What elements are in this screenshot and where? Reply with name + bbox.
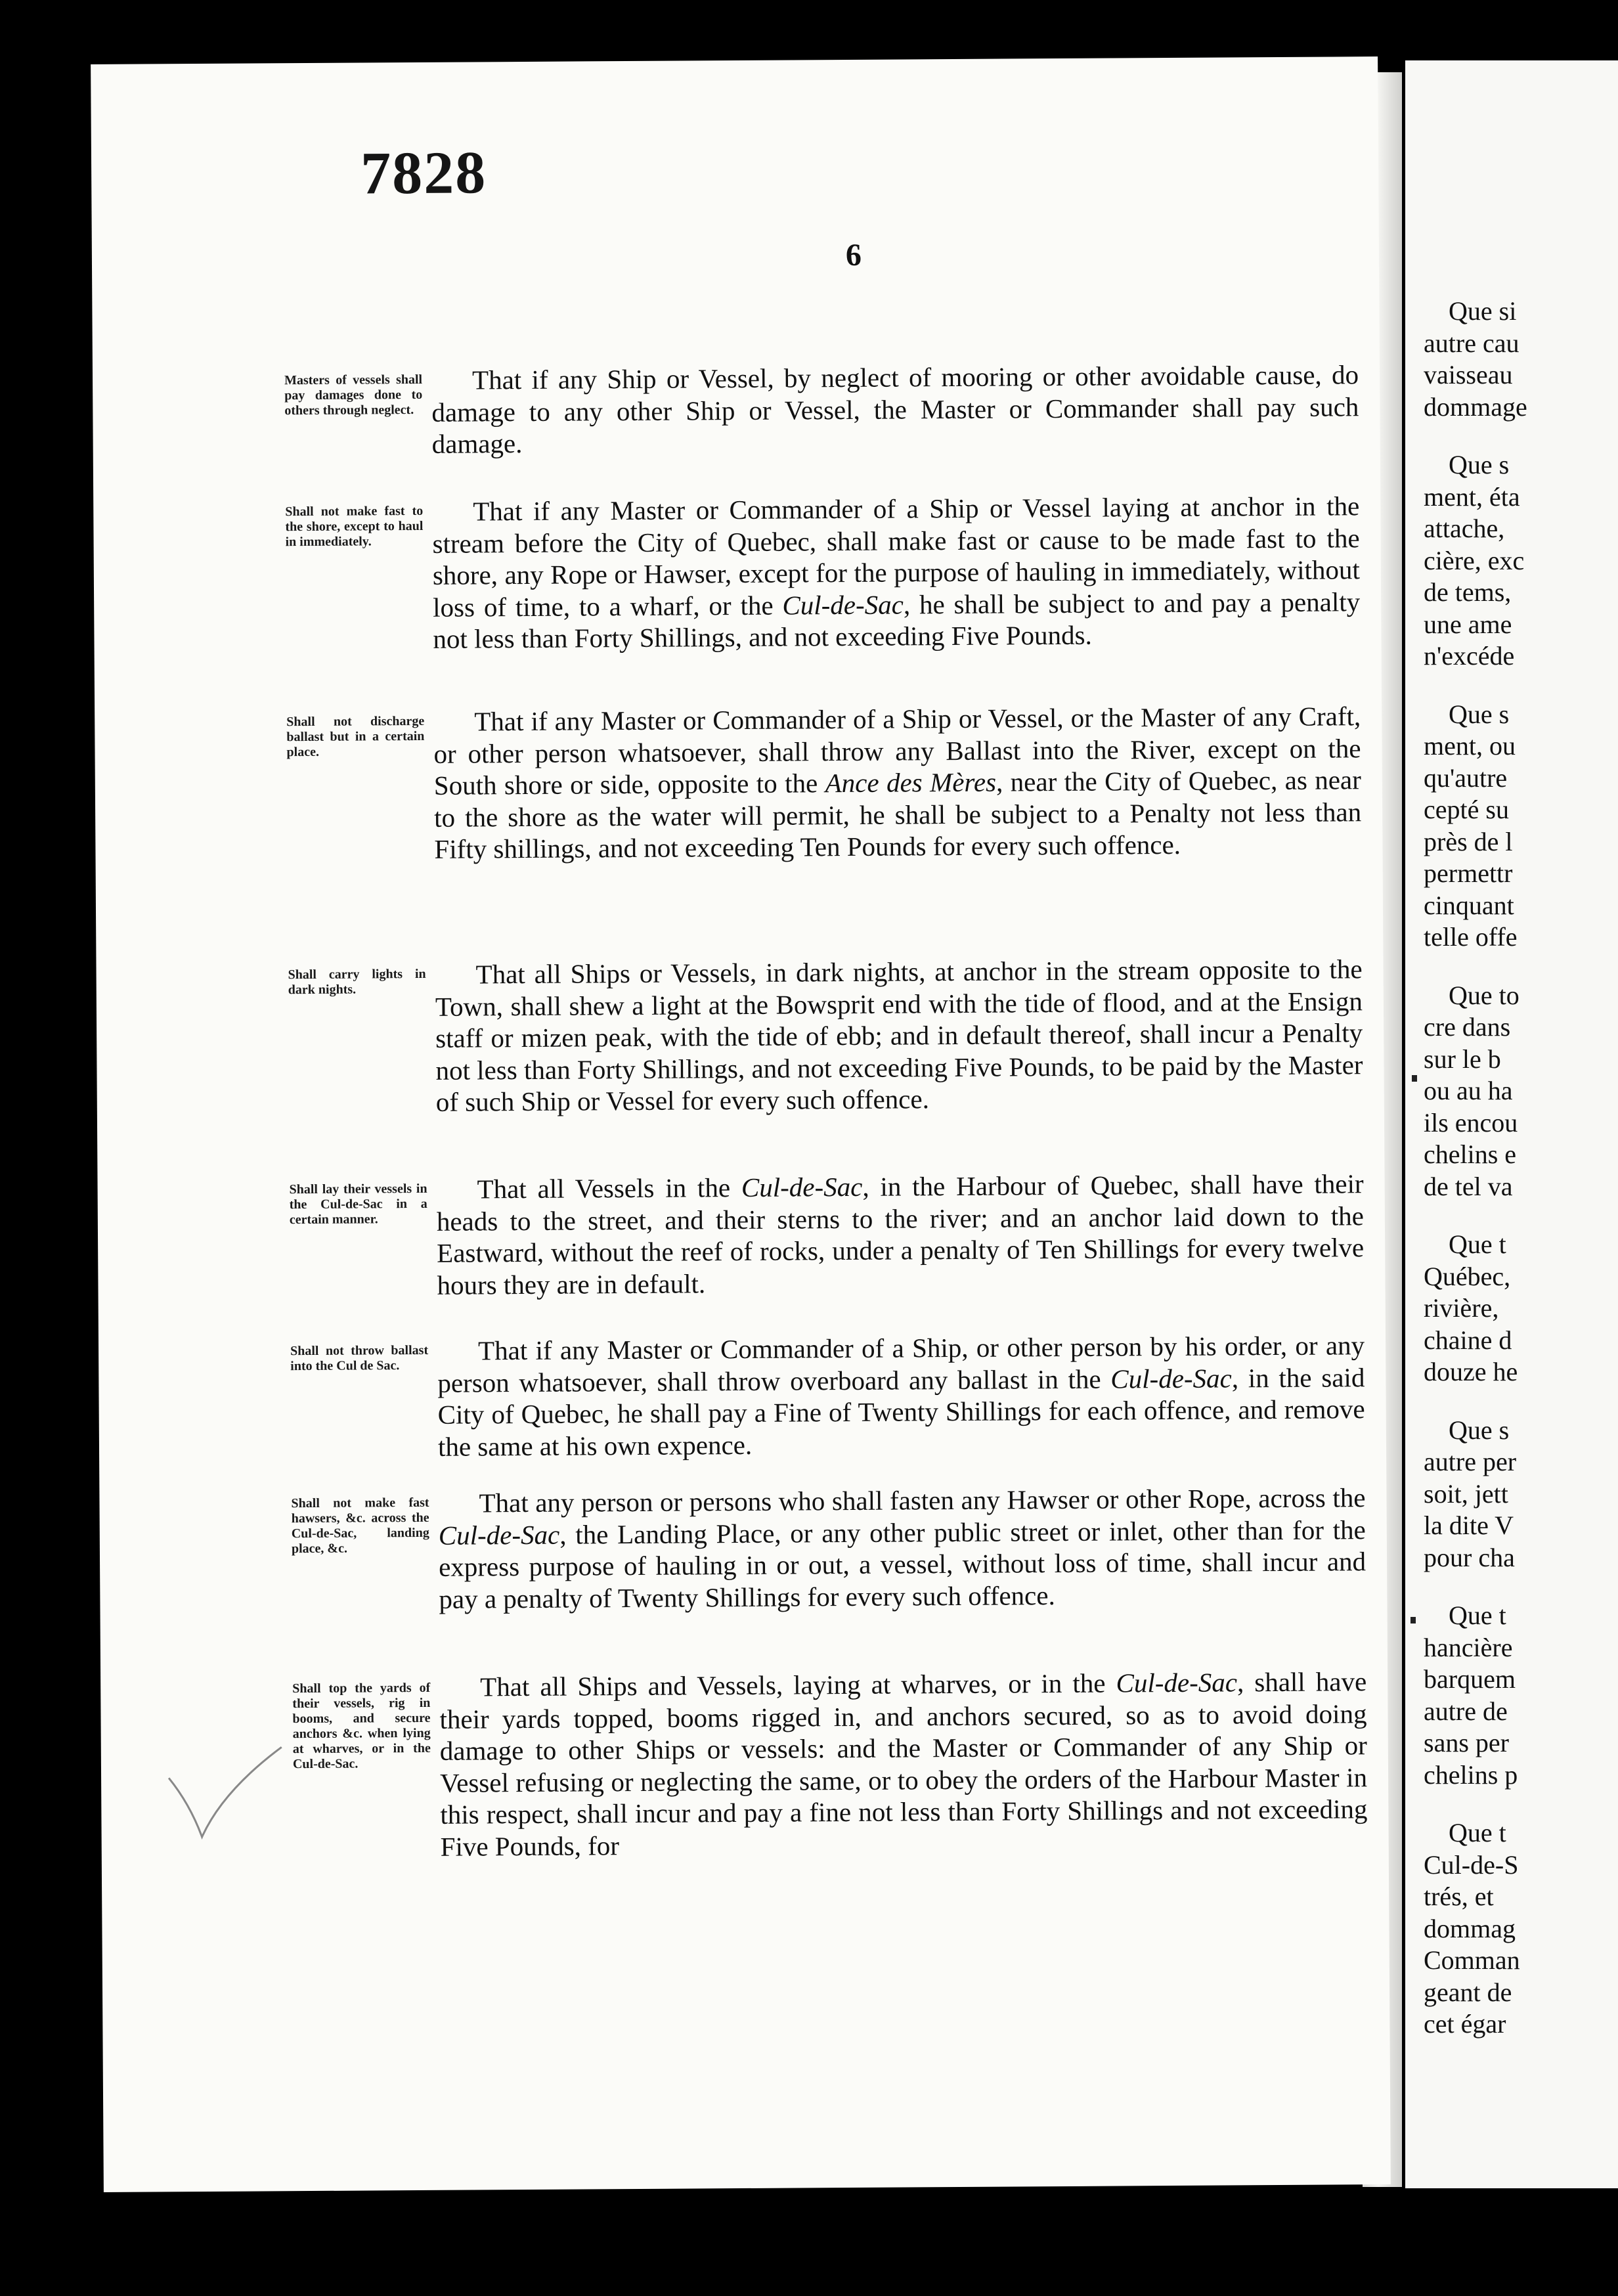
- clause-4: [96, 953, 1383, 1117]
- clause-text: [438, 1482, 1366, 1615]
- facing-page-line: Que t: [1449, 1818, 1506, 1847]
- place-name: Cul-de-Sac: [1116, 1667, 1238, 1698]
- clause-text-run: That if any Master or Commander of a Ship or Vessel laying at anchor in the stream before the City of Quebec, shall make fast or cause to be made fast to the shore, any Rope or Hawser, except for the purpose of hauling in immediately, without loss of time, to a wharf, or the: [432, 491, 1360, 623]
- facing-page-line: qu'autre: [1424, 762, 1508, 793]
- place-name: Ance des Mères: [825, 766, 997, 799]
- facing-page-line: sans per: [1424, 1728, 1509, 1757]
- facing-page-line: Cul-de-S: [1424, 1849, 1519, 1880]
- clause-text-run: , shall have their yards topped, booms rigged in, and anchors secured, so as to avoid doing damage to other Ships or vessels: and the Master or Commander of any Ship or Vessel refusing or neglecting the same, or to obey the orders of the Harbour Master in this respect, shall incur and pay a fine not less than Forty Shillings and not exceeding Five Pounds, for: [439, 1666, 1368, 1862]
- place-name: Cul-de-Sac: [1110, 1362, 1232, 1394]
- clause-6: [98, 1329, 1386, 1462]
- facing-page-line: autre de: [1424, 1696, 1508, 1726]
- facing-page-line: chaine d: [1424, 1325, 1512, 1355]
- clause-text-run: That all Ships and Vessels, laying at wharves, or in the: [480, 1667, 1116, 1702]
- facing-page-line: attache,: [1424, 514, 1505, 543]
- clause-text: [433, 700, 1361, 865]
- facing-page-line: rivière,: [1424, 1293, 1499, 1323]
- pencil-check-mark: [164, 1744, 295, 1843]
- clause-text-run: That if any Master or Commander of a Ship or Vessel, or the Master of any Craft, or other person whatsoever, shall throw any Ballast into the River, except on the South shore or side, opposite to the: [433, 701, 1361, 801]
- margin-note: Shall lay their vessels in the Cul-de-Sac in a certain manner.: [289, 1181, 427, 1227]
- facing-page-line: chelins e: [1424, 1139, 1517, 1169]
- clause-text-run: , in the said City of Quebec, he shall pay a Fine of Twenty Shillings for each offence, and remove the same at his own expence.: [437, 1361, 1365, 1462]
- facing-page-line: de tel va: [1424, 1171, 1513, 1201]
- facing-page-line: autre cau: [1424, 328, 1520, 358]
- margin-note: Masters of vessels shall pay damages done to others through neglect.: [284, 372, 423, 418]
- clause-text: [435, 953, 1363, 1118]
- paragraph-gap: [1424, 954, 1618, 980]
- facing-page: [1405, 60, 1618, 2188]
- clause-text: [436, 1168, 1364, 1301]
- paragraph-gap: [1424, 1203, 1618, 1229]
- clause-text: [431, 359, 1359, 460]
- facing-page-line: dommag: [1424, 1913, 1516, 1943]
- facing-page-line: vaisseau: [1424, 360, 1513, 389]
- margin-note: Shall top the yards of their vessels, rig in booms, and secure anchors &c. when lying at wharves, or in the Cul-de-Sac.: [292, 1680, 431, 1772]
- paragraph-gap: [1424, 1388, 1618, 1415]
- clause-7: [99, 1482, 1386, 1614]
- facing-page-line: Que s: [1449, 450, 1510, 479]
- ink-speck: [1410, 1617, 1416, 1623]
- facing-page-line: Comman: [1424, 1945, 1520, 1975]
- facing-page-line: dommage: [1424, 391, 1527, 422]
- catalog-number: 7828: [360, 139, 487, 207]
- facing-page-line: Québec,: [1424, 1261, 1511, 1291]
- facing-page-line: barquem: [1424, 1664, 1516, 1694]
- facing-page-line: geant de: [1424, 1977, 1512, 2007]
- facing-page-line: Que t: [1449, 1601, 1506, 1630]
- document-page: [91, 56, 1391, 2192]
- facing-page-text: [1424, 296, 1618, 2041]
- clause-5: [97, 1168, 1384, 1300]
- facing-page-line: cière, exc: [1424, 545, 1525, 575]
- margin-note: Shall not make fast hawsers, &c. across the Cul-de-Sac, landing place, &c.: [291, 1495, 429, 1556]
- paragraph-gap: [1424, 1574, 1618, 1600]
- facing-page-line: de tems,: [1424, 577, 1512, 607]
- clause-text: [432, 490, 1360, 655]
- place-name: Cul-de-Sac: [438, 1519, 560, 1551]
- clause-text-run: , the Landing Place, or any other public street or inlet, other than for the express purpose of hauling in or out, a vessel, without loss of time, shall incur and pay a penalty of Twenty Shillings for every such offence.: [438, 1514, 1367, 1614]
- facing-page-line: Que s: [1449, 699, 1510, 729]
- clause-2: [93, 490, 1380, 654]
- facing-page-line: Que t: [1449, 1229, 1506, 1259]
- facing-page-line: hancière: [1424, 1632, 1513, 1662]
- facing-page-line: trés, et: [1424, 1882, 1494, 1911]
- margin-note: Shall carry lights in dark nights.: [288, 966, 426, 998]
- facing-page-line: autre per: [1424, 1447, 1517, 1476]
- place-name: Cul-de-Sac: [782, 588, 904, 621]
- facing-page-line: Que s: [1449, 1415, 1510, 1445]
- clause-text-run: , near the City of Quebec, as near to the shore as the water will permit, he shall be subject to a Penalty not less than Fifty shillings, and not exceeding Ten Pounds for every such offence.: [433, 764, 1362, 864]
- facing-page-line: la dite V: [1424, 1511, 1514, 1540]
- clause-text-run: That if any Master or Commander of a Ship, or other person by his order, or any person whatsoever, shall throw overboard any ballast in the: [437, 1330, 1365, 1398]
- clause-text: [439, 1666, 1368, 1863]
- facing-page-line: sur le b: [1424, 1044, 1501, 1074]
- margin-note: Shall not make fast to the shore, except to haul in immediately.: [285, 503, 424, 550]
- clause-text: [437, 1329, 1365, 1463]
- facing-page-line: ils encou: [1424, 1107, 1518, 1137]
- facing-page-line: Que si: [1449, 296, 1517, 326]
- paragraph-gap: [1424, 673, 1618, 699]
- facing-page-line: ou au ha: [1424, 1076, 1513, 1105]
- paragraph-gap: [1424, 423, 1618, 449]
- paragraph-gap: [1424, 1791, 1618, 1817]
- clause-text-run: That if any Ship or Vessel, by neglect of mooring or other avoidable cause, do damage to any other Ship or Vessel, the Master or Commander shall pay such damage.: [431, 359, 1359, 459]
- facing-page-line: n'excéde: [1424, 641, 1515, 671]
- facing-page-line: soit, jett: [1424, 1478, 1508, 1509]
- facing-page-line: une ame: [1424, 609, 1512, 639]
- facing-page-line: telle offe: [1424, 922, 1518, 952]
- facing-page-line: cinquant: [1424, 890, 1514, 920]
- facing-page-line: douze he: [1424, 1357, 1518, 1386]
- margin-note: Shall not throw ballast into the Cul de Sac.: [290, 1342, 429, 1374]
- facing-page-line: cepté su: [1424, 795, 1509, 824]
- clause-8: [100, 1666, 1388, 1862]
- clause-text-run: That any person or persons who shall fasten any Hawser or other Rope, across the: [479, 1482, 1366, 1518]
- facing-page-line: près de l: [1424, 826, 1513, 856]
- facing-page-line: ment, éta: [1424, 481, 1520, 512]
- facing-page-line: chelins p: [1424, 1759, 1518, 1790]
- facing-page-line: Que to: [1449, 980, 1520, 1010]
- margin-note: Shall not discharge ballast but in a certain place.: [286, 713, 425, 760]
- ink-speck: [1412, 1075, 1417, 1082]
- facing-page-line: pour cha: [1424, 1542, 1515, 1572]
- clause-3: [95, 700, 1382, 864]
- page-number: 6: [845, 237, 862, 273]
- clause-text-run: That all Vessels in the: [477, 1172, 742, 1204]
- clause-text-run: , in the Harbour of Quebec, shall have their heads to the street, and their sterns to the river; and an anchor laid down to the Eastward, without the reef of rocks, under a penalty of Ten Shillings for every twelve hours they are in default.: [436, 1168, 1365, 1300]
- facing-page-line: ment, ou: [1424, 731, 1516, 761]
- facing-page-line: permettr: [1424, 858, 1513, 888]
- clause-text-run: , he shall be subject to and pay a penalty not less than Forty Shillings, and not exceeding Five Pounds.: [433, 586, 1361, 654]
- facing-page-line: cet égar: [1424, 2009, 1506, 2039]
- clause-1: [93, 359, 1380, 459]
- facing-page-line: cre dans: [1424, 1012, 1511, 1042]
- clause-text-run: That all Ships or Vessels, in dark nights, at anchor in the stream opposite to the Town, shall shew a light at the Bowsprit end with the tide of flood, and at the Ensign staff or mizen peak, with the tide of ebb; and in default thereof, shall incur a Penalty not less than Forty Shillings, and not exceeding Five Pounds, to be paid by the Master of such Ship or Vessel for every such offence.: [435, 954, 1363, 1117]
- place-name: Cul-de-Sac: [741, 1171, 863, 1203]
